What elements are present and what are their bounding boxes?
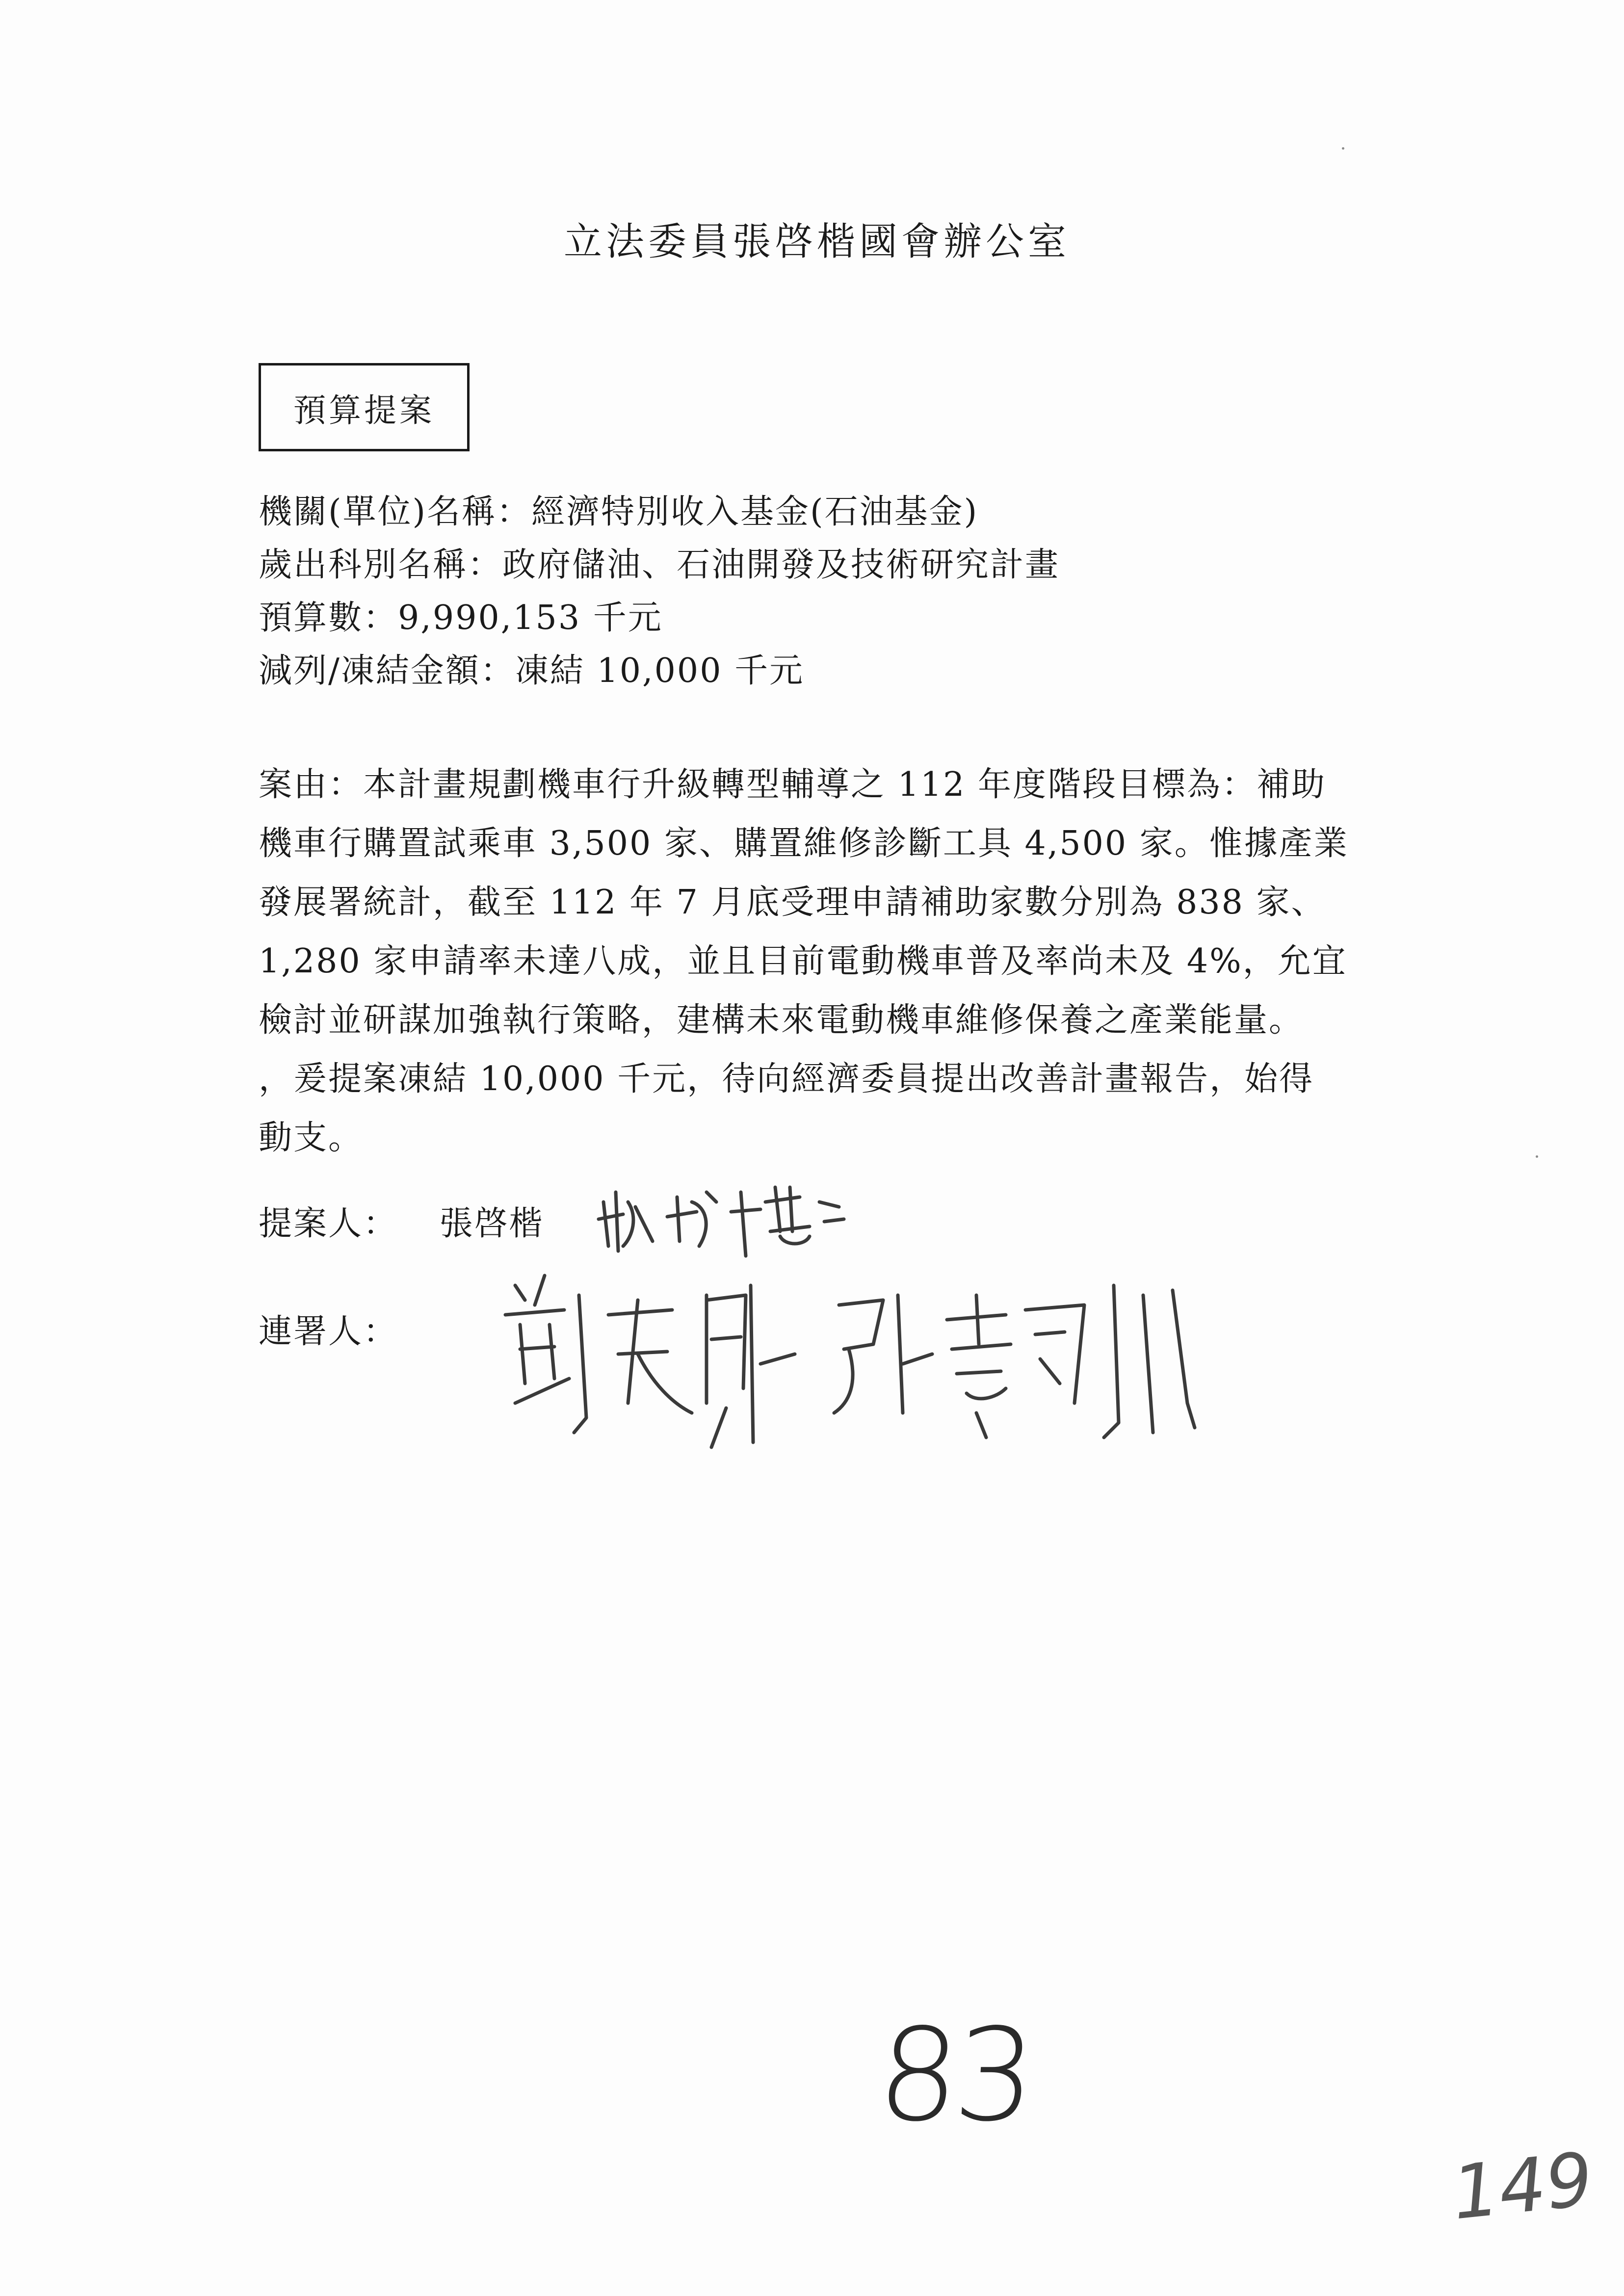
proposer-label: 提案人： (259, 1204, 398, 1243)
proposer-signature (594, 1173, 849, 1266)
scan-speck (1342, 147, 1344, 150)
doc-type-box (259, 363, 470, 451)
handwritten-page-number: 83 (873, 2002, 1036, 2150)
cosigner-signature-2 (829, 1276, 1202, 1452)
reason-line: 動支。 (259, 1119, 364, 1157)
cosigner-label: 連署人： (259, 1312, 398, 1351)
proposer-row (259, 1197, 544, 1245)
reason-line: 1,280 家申請率未達八成，並且目前電動機車普及率尚未及 4%，允宜 (259, 942, 1347, 981)
doc-type-label: 預算提案 (293, 391, 435, 429)
agency-name-field: 機關(單位)名稱：經濟特別收入基金(石油基金) (259, 493, 979, 531)
cosigner-row (259, 1305, 398, 1353)
reason-paragraph (259, 756, 1387, 1168)
cosigner-signature-1 (496, 1256, 800, 1462)
freeze-amount-field: 減列/凍結金額：凍結 10,000 千元 (259, 652, 805, 690)
reason-line: 檢討並研謀加強執行策略，建構未來電動機車維修保養之產業能量。 (259, 1001, 1304, 1040)
scan-speck (1536, 1155, 1538, 1158)
expenditure-item-field: 歲出科別名稱：政府儲油、石油開發及技術研究計畫 (259, 546, 1060, 584)
reason-line: ，爰提案凍結 10,000 千元，待向經濟委員提出改善計畫報告，始得 (259, 1060, 1314, 1098)
budget-fields (259, 486, 1436, 698)
proposer-name: 張啓楷 (439, 1204, 544, 1243)
reason-line: 發展署統計，截至 112 年 7 月底受理申請補助家數分別為 838 家、 (259, 883, 1326, 922)
reason-line: 案由：本計畫規劃機車行升級轉型輔導之 112 年度階段目標為：補助 (259, 765, 1327, 804)
office-title: 立法委員張啓楷國會辦公室 (563, 220, 1070, 264)
handwritten-sheet-number: 149 (1448, 2137, 1597, 2237)
reason-line: 機車行購置試乘車 3,500 家、購置維修診斷工具 4,500 家。惟據產業 (259, 824, 1349, 863)
budget-amount-field: 預算數：9,990,153 千元 (259, 599, 663, 637)
